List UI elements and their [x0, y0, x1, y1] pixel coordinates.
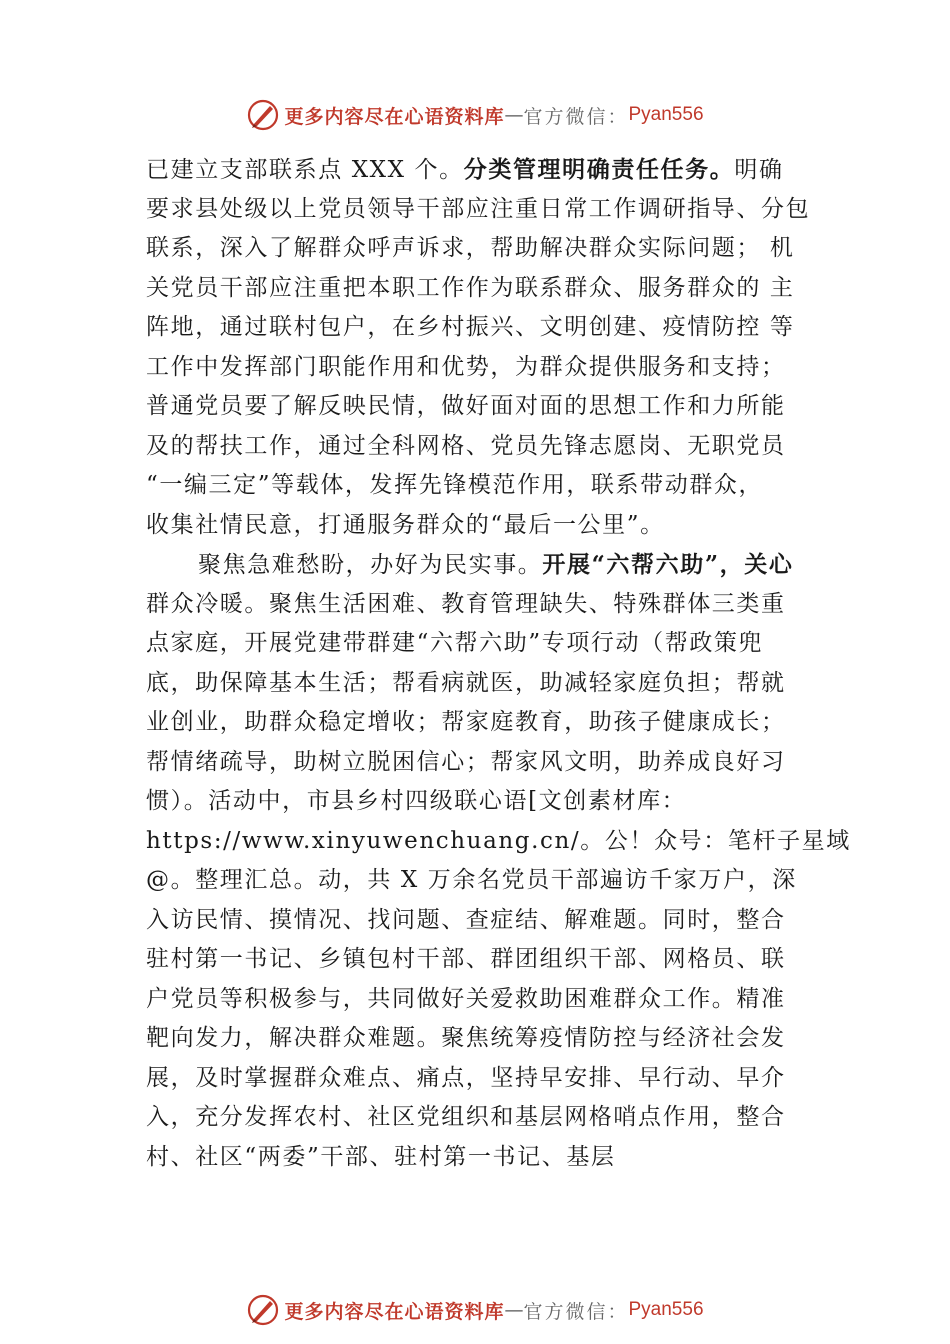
text-line: 入，充分发挥农村、社区党组织和基层网格哨点作用，整合 [146, 1104, 786, 1130]
header-wechat-label: 官方微信： [523, 105, 629, 128]
text-line: 展，及时掌握群众难点、痛点，坚持早安排、早行动、早介 [146, 1064, 786, 1091]
pen-logo-icon [246, 1293, 280, 1327]
footer-banner [0, 1290, 950, 1330]
text-line: 群众冷暖。聚焦生活困难、教育管理缺失、特殊群体三类重 [146, 590, 786, 617]
document-body [146, 150, 851, 1177]
text-line: 收集社情民意，打通服务群众的“最后一公里”。 [146, 511, 665, 538]
text-line: @。整理汇总。动，共 X 万余名党员干部遍访千家万户，深 [146, 867, 797, 893]
text-line: https://www.xinyuwenchuang.cn/。公！众号：笔杆子星域 [146, 827, 851, 854]
text-line: 阵地，通过联村包户，在乡村振兴、文明创建、疫情防控 等 [146, 314, 795, 340]
text-run: 明确 [734, 157, 784, 183]
text-line: 驻村第一书记、乡镇包村干部、群团组织干部、网格员、联 [146, 946, 786, 972]
text-line: 靶向发力，解决群众难题。聚焦统筹疫情防控与经济社会发 [146, 1025, 786, 1051]
pen-logo-icon [246, 98, 280, 132]
text-line [146, 545, 836, 585]
bold-heading: 开展“六帮六助”，关心 [542, 551, 794, 578]
text-line: 户党员等积极参与，共同做好关爱救助困难群众工作。精准 [146, 985, 786, 1012]
text-line: 联系，深入了解群众呼声诉求，帮助解决群众实际问题； 机 [146, 235, 795, 261]
footer-separator: — [504, 1299, 524, 1321]
footer-wechat-id: Pyan556 [628, 1299, 704, 1320]
text-line: 村、社区“两委”干部、驻村第一书记、基层 [146, 1143, 616, 1170]
header-separator: — [504, 104, 524, 126]
text-line: 及的帮扶工作，通过全科网格、党员先锋志愿岗、无职党员 [146, 432, 786, 459]
footer-wechat-label: 官方微信： [523, 1300, 629, 1323]
header-wechat-id: Pyan556 [628, 104, 704, 125]
text-line: 关党员干部应注重把本职工作作为联系群众、服务群众的 主 [146, 274, 795, 301]
footer-brand: 更多内容尽在心语资料库 [284, 1300, 505, 1323]
text-line: 要求县处级以上党员领导干部应注重日常工作调研指导、分包 [146, 195, 811, 222]
text-line: “一编三定”等载体，发挥先锋模范作用，联系带动群众， [146, 472, 764, 498]
text-line: 帮情绪疏导，助树立脱困信心；帮家风文明，助养成良好习 [146, 748, 786, 775]
text-line: 普通党员要了解反映民情，做好面对面的思想工作和力所能 [146, 393, 786, 419]
header-banner [0, 95, 950, 135]
text-line: 业创业，助群众稳定增收；帮家庭教育，助孩子健康成长； [146, 709, 786, 735]
text-line: 惯）。活动中，市县乡村四级联心语[文创素材库： [146, 788, 687, 814]
text-run: 已建立支部联系点 XXX 个。 [146, 157, 464, 183]
text-line: 点家庭，开展党建带群建“六帮六助”专项行动（帮政策兜 [146, 630, 764, 656]
text-run: 聚焦急难愁盼，办好为民实事。 [198, 552, 543, 578]
header-brand: 更多内容尽在心语资料库 [284, 105, 505, 128]
text-line: 入访民情、摸情况、找问题、查症结、解难题。同时，整合 [146, 906, 786, 933]
text-line: 底，助保障基本生活；帮看病就医，助减轻家庭负担；帮就 [146, 669, 786, 696]
text-line [146, 150, 836, 190]
bold-heading: 分类管理明确责任任务。 [463, 156, 735, 183]
text-line: 工作中发挥部门职能作用和优势，为群众提供服务和支持； [146, 353, 786, 380]
